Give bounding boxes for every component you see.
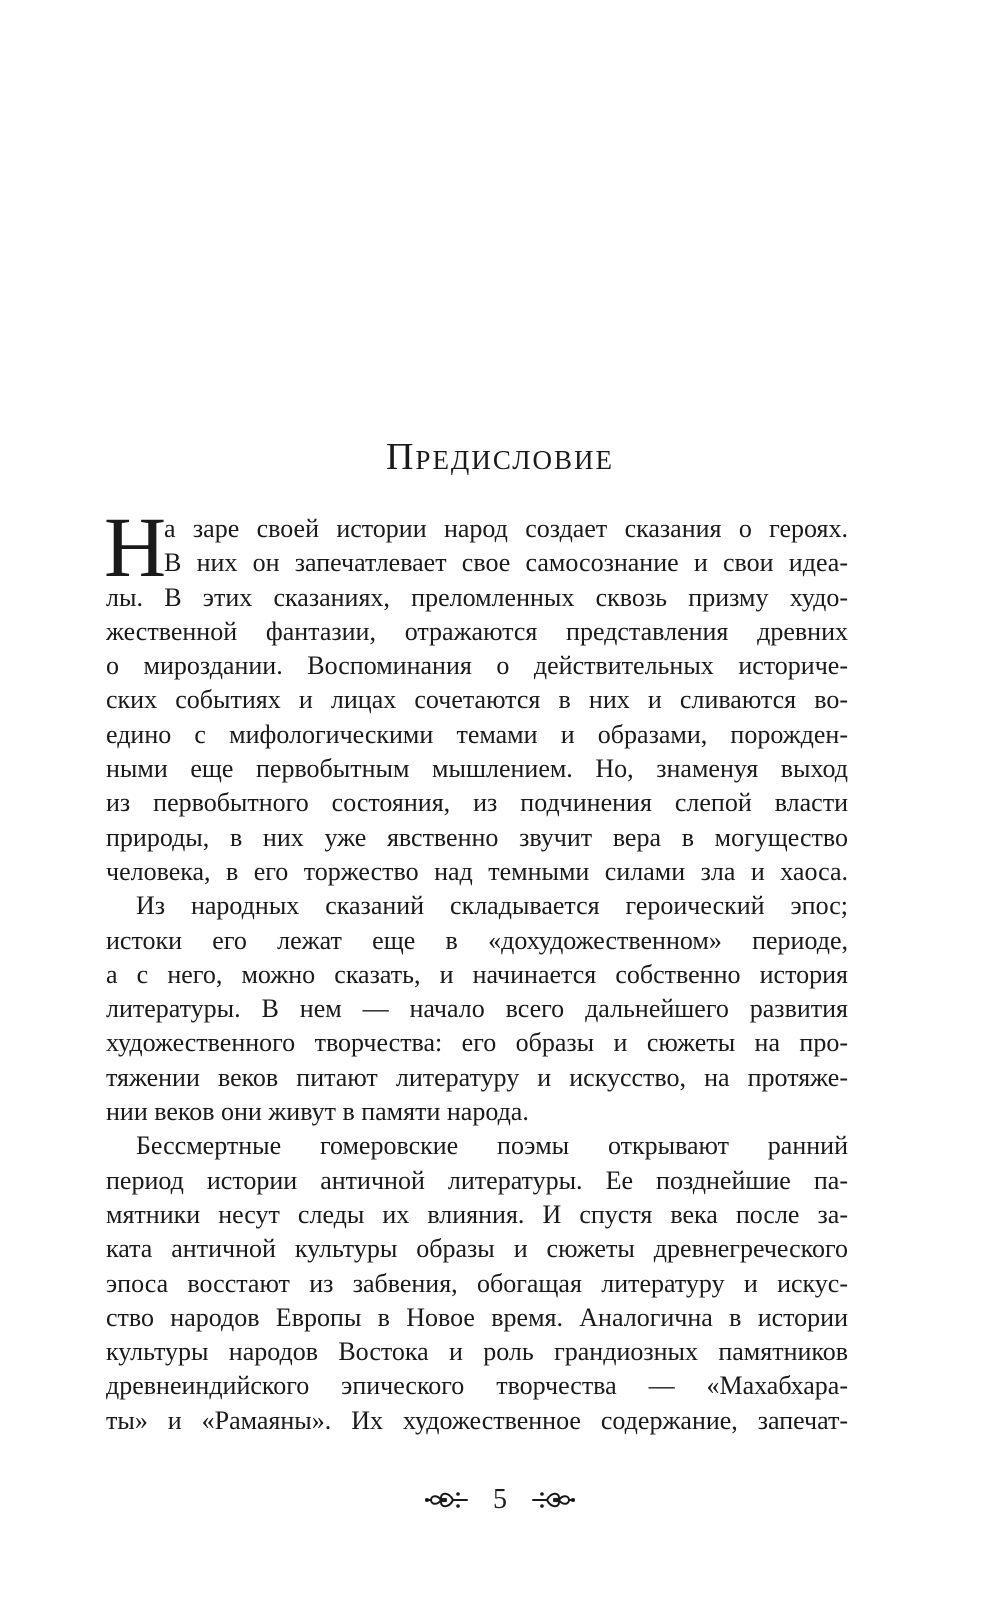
text-line: литературы. В нем — начало всего дальнейшего развития xyxy=(106,994,848,1024)
page-number: 5 xyxy=(493,1484,507,1515)
text-line: ката античной культуры образы и сюжеты древнегреческого xyxy=(106,1234,848,1264)
chapter-title: Предисловие xyxy=(385,436,614,478)
text-line: Из народных сказаний складывается героический эпос; xyxy=(136,891,848,921)
text-line: В них он запечатлевает свое самосознание и свои идеа- xyxy=(164,548,848,578)
text-line: жественной фантазии, отражаются представления древних xyxy=(106,616,848,646)
text-line: мятники несут следы их влияния. И спустя века после за- xyxy=(106,1199,848,1229)
body-text xyxy=(104,499,848,1438)
text-line: лы. В этих сказаниях, преломленных сквозь призму худо- xyxy=(106,582,848,612)
ornament-left-icon xyxy=(423,1486,471,1514)
text-line: культуры народов Востока и роль грандиозных памятников xyxy=(106,1337,848,1367)
text-line: ты» и «Рамаяны». Их художественное содержание, запечат- xyxy=(106,1405,848,1435)
page-footer xyxy=(0,1478,1000,1522)
text-line: из первобытного состояния, из подчинения слепой власти xyxy=(106,788,848,818)
text-line: человека, в его торжество над темными силами зла и хаоса. xyxy=(106,856,848,886)
text-line: период истории античной литературы. Ее позднейшие па- xyxy=(106,1165,848,1195)
text-line: о мироздании. Воспоминания о действительных историче- xyxy=(106,651,848,681)
text-line: Бессмертные гомеровские поэмы открывают ранний xyxy=(136,1131,848,1161)
text-line: тяжении веков питают литературу и искусство, на протяже- xyxy=(106,1062,848,1092)
text-line: художественного творчества: его образы и сюжеты на про- xyxy=(106,1028,848,1058)
text-line: ными еще первобытным мышлением. Но, знаменуя выход xyxy=(106,754,848,784)
text-line: эпоса восстают из забвения, обогащая литературу и искус- xyxy=(106,1268,848,1298)
text-line: истоки его лежат еще в «дохудожественном» периоде, xyxy=(106,925,848,955)
text-line: природы, в них уже явственно звучит вера в могущество xyxy=(106,822,848,852)
text-line: нии веков они живут в памяти народа. xyxy=(106,1097,529,1127)
text-line: а заре своей истории народ создает сказания о героях. xyxy=(164,514,848,543)
text-line: ство народов Европы в Новое время. Аналогична в истории xyxy=(106,1302,848,1332)
drop-cap: Н xyxy=(104,499,167,595)
ornament-right-icon xyxy=(529,1486,577,1514)
text-line: а с него, можно сказать, и начинается собственно история xyxy=(106,959,848,989)
text-line: едино с мифологическими темами и образами, порожден- xyxy=(106,719,848,749)
text-line: древнеиндийского эпического творчества — «Махабхара- xyxy=(106,1371,848,1401)
text-line: ских событиях и лицах сочетаются в них и сливаются во- xyxy=(106,685,848,715)
